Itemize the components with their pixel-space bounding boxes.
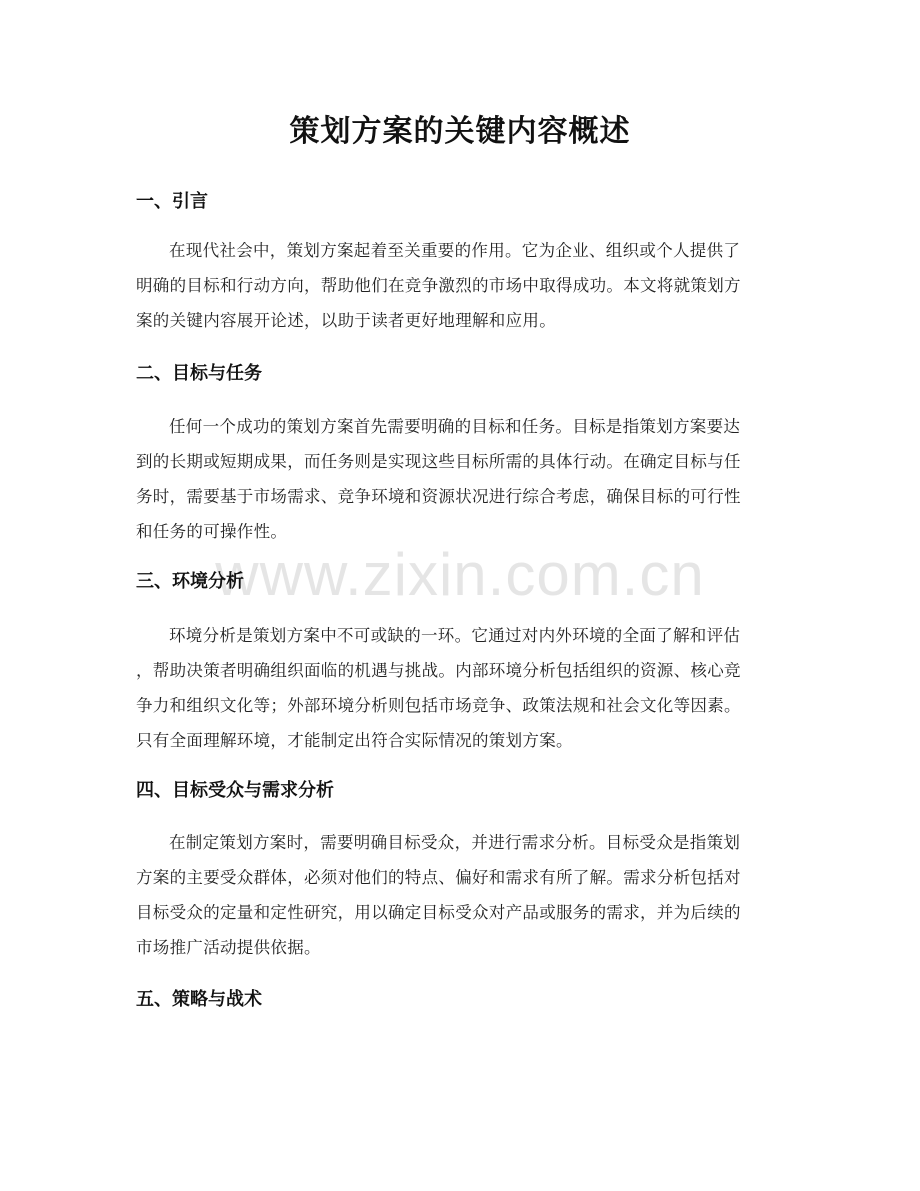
paragraph-line: 在现代社会中，策划方案起着至关重要的作用。它为企业、组织或个人提供了 [169,241,741,260]
paragraph-line: ，帮助决策者明确组织面临的机遇与挑战。内部环境分析包括组织的资源、核心竞 [136,661,741,680]
section-heading-strategy-tactics: 五、策略与战术 [136,989,262,1010]
paragraph-line: 争力和组织文化等；外部环境分析则包括市场竞争、政策法规和社会文化等因素。 [136,696,741,715]
section-paragraph-introduction [136,233,784,338]
section-heading-environment-analysis: 三、环境分析 [136,571,244,592]
paragraph-line: 案的关键内容展开论述，以助于读者更好地理解和应用。 [136,311,556,330]
paragraph-line: 明确的目标和行动方向，帮助他们在竞争激烈的市场中取得成功。本文将就策划方 [136,276,741,295]
document-title: 策划方案的关键内容概述 [289,114,631,149]
paragraph-line: 任何一个成功的策划方案首先需要明确的目标和任务。目标是指策划方案要达 [169,417,741,436]
paragraph-line: 方案的主要受众群体，必须对他们的特点、偏好和需求有所了解。需求分析包括对 [136,868,741,887]
section-paragraph-goals-tasks [136,409,784,549]
paragraph-line: 只有全面理解环境，才能制定出符合实际情况的策划方案。 [136,731,573,750]
paragraph-line: 环境分析是策划方案中不可或缺的一环。它通过对内外环境的全面了解和评估 [169,626,741,645]
section-heading-introduction: 一、引言 [136,191,208,212]
section-heading-goals-tasks: 二、目标与任务 [136,363,262,384]
paragraph-line: 市场推广活动提供依据。 [136,938,321,957]
section-heading-audience-needs: 四、目标受众与需求分析 [136,780,334,801]
paragraph-line: 到的长期或短期成果，而任务则是实现这些目标所需的具体行动。在确定目标与任 [136,452,741,471]
paragraph-line: 务时，需要基于市场需求、竞争环境和资源状况进行综合考虑，确保目标的可行性 [136,487,741,506]
watermark: www.zixin.com.cn [215,541,705,608]
section-paragraph-audience-needs [136,825,784,965]
paragraph-line: 和任务的可操作性。 [136,522,288,541]
section-paragraph-environment-analysis [136,618,784,758]
paragraph-line: 在制定策划方案时，需要明确目标受众，并进行需求分析。目标受众是指策划 [169,833,741,852]
paragraph-line: 目标受众的定量和定性研究，用以确定目标受众对产品或服务的需求，并为后续的 [136,903,741,922]
